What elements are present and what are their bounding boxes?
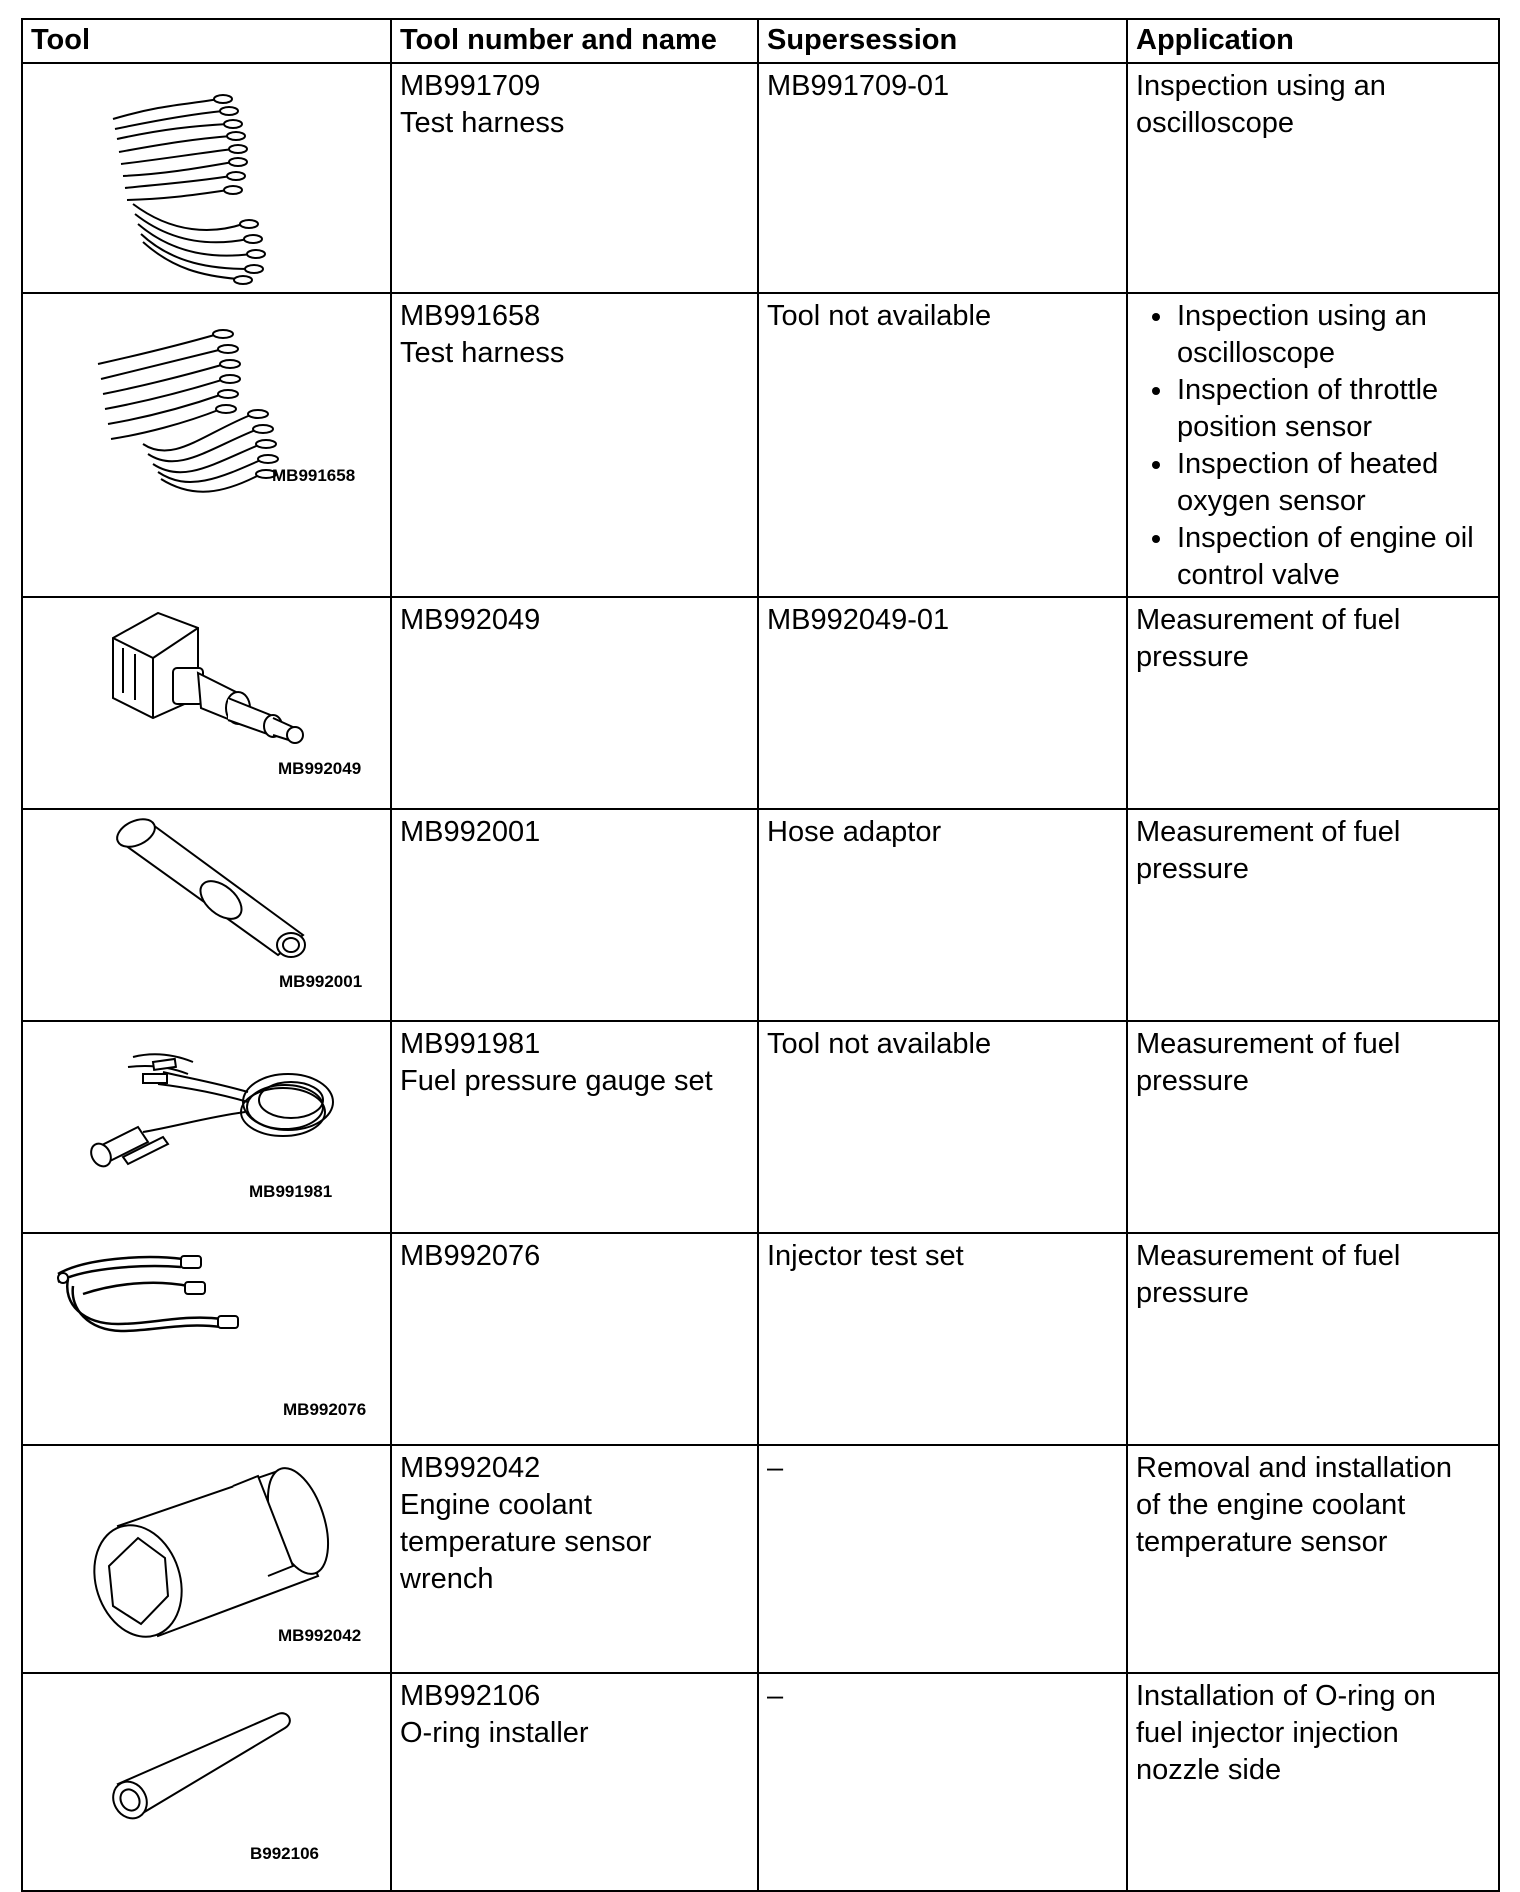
tool-name: O-ring installer — [400, 1717, 589, 1749]
tool-cell — [22, 1445, 391, 1673]
tool-number-cell — [391, 809, 758, 1021]
tool-cell — [22, 63, 391, 293]
header-tool: Tool — [22, 19, 391, 63]
supersession-cell: MB992049-01 — [758, 597, 1127, 809]
table-row — [22, 809, 1499, 1021]
tool-number: MB992001 — [400, 816, 541, 848]
application-line: Removal and installation — [1136, 1452, 1452, 1484]
test-harness-icon — [23, 64, 392, 294]
application-cell — [1127, 293, 1499, 597]
tool-label: MB992049 — [278, 759, 362, 778]
tool-cell — [22, 1233, 391, 1445]
application-cell — [1127, 1233, 1499, 1445]
application-line: oscilloscope — [1136, 107, 1294, 139]
application-line: fuel injector injection — [1136, 1717, 1399, 1749]
tool-cell — [22, 1021, 391, 1233]
application-cell — [1127, 1445, 1499, 1673]
application-item: • Inspection using an oscilloscope — [1175, 298, 1490, 372]
tool-number-cell — [391, 597, 758, 809]
supersession-cell: – — [758, 1673, 1127, 1891]
tool-number-cell — [391, 63, 758, 293]
supersession-cell: MB991709-01 — [758, 63, 1127, 293]
tool-label: MB992001 — [279, 972, 363, 991]
application-line: pressure — [1136, 853, 1249, 885]
tool-name: wrench — [400, 1563, 494, 1595]
table-row — [22, 1021, 1499, 1233]
tool-number: MB991709 — [400, 70, 541, 102]
tool-number-cell — [391, 1021, 758, 1233]
tool-cell — [22, 1673, 391, 1891]
application-item: • Inspection of engine oil control valve — [1175, 520, 1490, 594]
application-line: Installation of O-ring on — [1136, 1680, 1436, 1712]
tool-label: MB991981 — [249, 1182, 333, 1201]
tool-number-cell — [391, 1445, 758, 1673]
tool-cell — [22, 293, 391, 597]
application-line: pressure — [1136, 1065, 1249, 1097]
application-line: pressure — [1136, 1277, 1249, 1309]
supersession-cell: Tool not available — [758, 293, 1127, 597]
header-supersession: Supersession — [758, 19, 1127, 63]
tool-cell — [22, 597, 391, 809]
application-list — [1136, 298, 1490, 594]
tool-label: MB992076 — [283, 1400, 367, 1419]
supersession-cell: Tool not available — [758, 1021, 1127, 1233]
application-line: Measurement of fuel — [1136, 604, 1401, 636]
supersession-cell: – — [758, 1445, 1127, 1673]
tool-number: MB992076 — [400, 1240, 541, 1272]
tool-cell — [22, 809, 391, 1021]
tool-label: MB991658 — [272, 466, 356, 485]
supersession-cell: Injector test set — [758, 1233, 1127, 1445]
header-application: Application — [1127, 19, 1499, 63]
application-cell — [1127, 1673, 1499, 1891]
test-harness-icon — [23, 294, 392, 598]
application-line: Inspection using an — [1136, 70, 1386, 102]
table-row — [22, 1233, 1499, 1445]
application-cell — [1127, 809, 1499, 1021]
tool-label: MB992042 — [278, 1626, 362, 1645]
table-row — [22, 63, 1499, 293]
tool-number-cell — [391, 1233, 758, 1445]
table-row — [22, 1673, 1499, 1891]
fuel-pressure-gauge-set-icon — [23, 1022, 392, 1234]
tool-number-cell — [391, 293, 758, 597]
table-row — [22, 1445, 1499, 1673]
special-tools-table — [21, 18, 1500, 1892]
supersession-cell: Hose adaptor — [758, 809, 1127, 1021]
tool-number: MB992042 — [400, 1452, 541, 1484]
tool-number: MB991981 — [400, 1028, 541, 1060]
tool-number: MB992049 — [400, 604, 541, 636]
table-row — [22, 597, 1499, 809]
tool-number: MB992106 — [400, 1680, 541, 1712]
tool-name: temperature sensor — [400, 1526, 652, 1558]
application-line: of the engine coolant — [1136, 1489, 1406, 1521]
tool-name: Fuel pressure gauge set — [400, 1065, 713, 1097]
header-row — [22, 19, 1499, 63]
application-cell — [1127, 63, 1499, 293]
header-tool-number-and-name: Tool number and name — [391, 19, 758, 63]
application-cell — [1127, 597, 1499, 809]
application-item: • Inspection of throttle position sensor — [1175, 372, 1490, 446]
application-line: temperature sensor — [1136, 1526, 1388, 1558]
application-line: pressure — [1136, 641, 1249, 673]
application-line: Measurement of fuel — [1136, 1240, 1401, 1272]
application-line: Measurement of fuel — [1136, 1028, 1401, 1060]
tool-number-cell — [391, 1673, 758, 1891]
application-line: nozzle side — [1136, 1754, 1282, 1786]
application-item: • Inspection of heated oxygen sensor — [1175, 446, 1490, 520]
application-line: Measurement of fuel — [1136, 816, 1401, 848]
tool-label: B992106 — [250, 1844, 320, 1863]
tool-number: MB991658 — [400, 300, 541, 332]
tool-name: Test harness — [400, 107, 565, 139]
table-row — [22, 293, 1499, 597]
o-ring-installer-icon — [23, 1674, 392, 1892]
tool-name: Test harness — [400, 337, 565, 369]
application-cell — [1127, 1021, 1499, 1233]
tool-name: Engine coolant — [400, 1489, 592, 1521]
